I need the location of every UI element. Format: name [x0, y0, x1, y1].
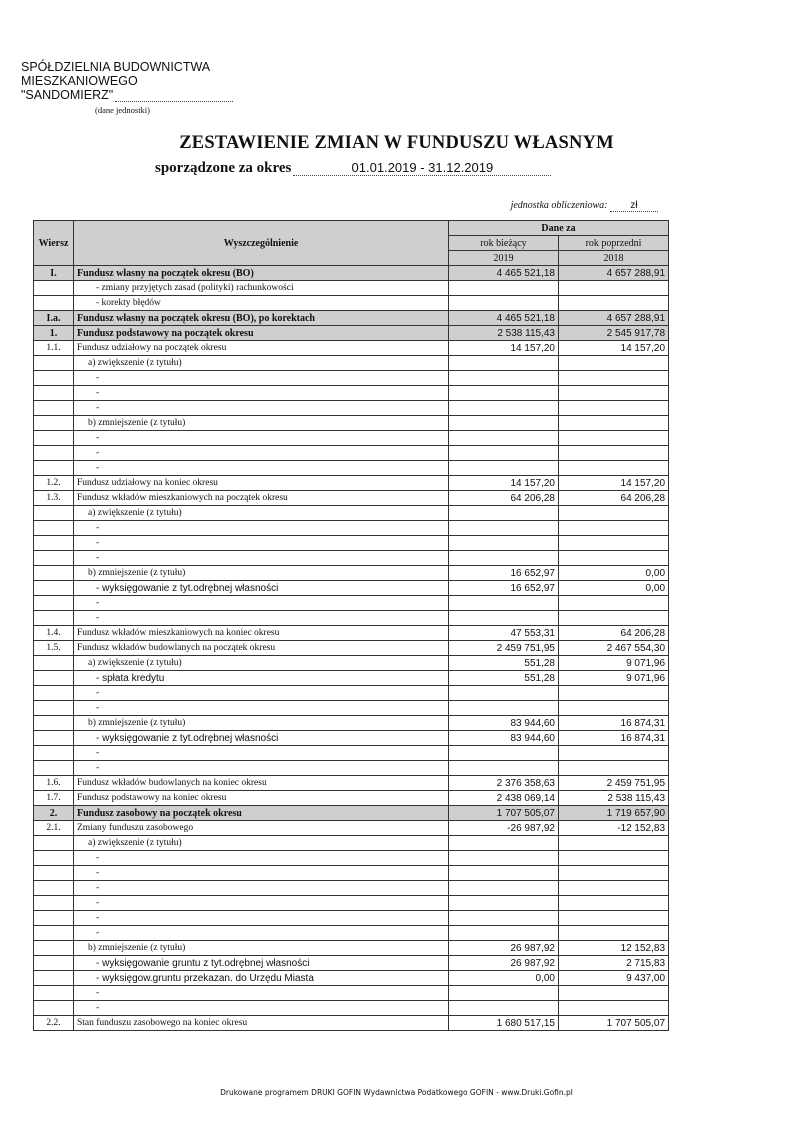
row-previous-value [559, 446, 669, 461]
row-previous-value [559, 416, 669, 431]
row-label: - [74, 761, 449, 776]
row-label: - wyksięgowanie z tyt.odrębnej własności [74, 731, 449, 746]
row-index [34, 371, 74, 386]
row-index [34, 536, 74, 551]
row-current-value: 2 459 751,95 [449, 641, 559, 656]
table-row [34, 851, 669, 866]
header-data-group: Dane za [449, 221, 669, 236]
row-current-value [449, 521, 559, 536]
table-row [34, 611, 669, 626]
row-current-value [449, 866, 559, 881]
row-previous-value [559, 386, 669, 401]
row-previous-value: -12 152,83 [559, 821, 669, 836]
organization-block [21, 60, 233, 102]
row-label: b) zmniejszenie (z tytułu) [74, 941, 449, 956]
row-index [34, 836, 74, 851]
row-label: Fundusz wkładów budowlanych na początek okresu [74, 641, 449, 656]
row-current-value: 551,28 [449, 656, 559, 671]
row-current-value: 551,28 [449, 671, 559, 686]
row-index: 2.2. [34, 1016, 74, 1031]
row-label: - [74, 911, 449, 926]
row-index [34, 851, 74, 866]
row-current-value: 64 206,28 [449, 491, 559, 506]
row-current-value: 2 438 069,14 [449, 791, 559, 806]
row-label: - [74, 926, 449, 941]
header-current-year-value: 2019 [449, 251, 559, 266]
table-row [34, 911, 669, 926]
table-row [34, 1016, 669, 1031]
row-current-value: 1 707 505,07 [449, 806, 559, 821]
row-previous-value [559, 431, 669, 446]
row-current-value [449, 416, 559, 431]
table-row [34, 791, 669, 806]
row-index [34, 656, 74, 671]
row-index [34, 1001, 74, 1016]
table-row [34, 386, 669, 401]
row-label: - zmiany przyjętych zasad (polityki) rachunkowości [74, 281, 449, 296]
table-row [34, 506, 669, 521]
row-current-value [449, 281, 559, 296]
row-label: b) zmniejszenie (z tytułu) [74, 416, 449, 431]
row-previous-value: 1 719 657,90 [559, 806, 669, 821]
row-index [34, 701, 74, 716]
row-label: b) zmniejszenie (z tytułu) [74, 566, 449, 581]
row-index: 1.2. [34, 476, 74, 491]
row-index [34, 716, 74, 731]
footer-note: Drukowane programem DRUKI GOFIN Wydawnictwa Podatkowego GOFIN - www.Druki.Gofin.pl [220, 1088, 573, 1097]
table-row [34, 551, 669, 566]
row-previous-value: 9 071,96 [559, 671, 669, 686]
row-label: - [74, 386, 449, 401]
row-current-value: 2 376 358,63 [449, 776, 559, 791]
row-previous-value: 2 467 554,30 [559, 641, 669, 656]
row-previous-value [559, 1001, 669, 1016]
row-label: Fundusz udziałowy na koniec okresu [74, 476, 449, 491]
row-previous-value: 14 157,20 [559, 476, 669, 491]
row-index: 1.3. [34, 491, 74, 506]
row-previous-value [559, 596, 669, 611]
row-current-value [449, 1001, 559, 1016]
row-previous-value: 4 657 288,91 [559, 266, 669, 281]
row-previous-value: 16 874,31 [559, 716, 669, 731]
row-current-value [449, 371, 559, 386]
table-row [34, 821, 669, 836]
row-previous-value [559, 536, 669, 551]
row-previous-value [559, 761, 669, 776]
row-index: I. [34, 266, 74, 281]
row-label: Zmiany funduszu zasobowego [74, 821, 449, 836]
row-current-value [449, 296, 559, 311]
row-previous-value [559, 281, 669, 296]
row-previous-value [559, 371, 669, 386]
org-caption: (dane jednostki) [95, 105, 150, 115]
row-current-value: 26 987,92 [449, 941, 559, 956]
row-previous-value [559, 911, 669, 926]
row-current-value [449, 536, 559, 551]
org-name-line3-row [21, 88, 233, 102]
row-previous-value: 14 157,20 [559, 341, 669, 356]
table-row [34, 536, 669, 551]
row-current-value [449, 746, 559, 761]
row-index [34, 461, 74, 476]
period-label: sporządzone za okres [155, 160, 292, 176]
row-current-value: 83 944,60 [449, 716, 559, 731]
row-current-value: 2 538 115,43 [449, 326, 559, 341]
row-previous-value: 2 538 115,43 [559, 791, 669, 806]
table-row [34, 941, 669, 956]
table-row [34, 926, 669, 941]
row-previous-value: 1 707 505,07 [559, 1016, 669, 1031]
row-previous-value [559, 356, 669, 371]
row-previous-value [559, 926, 669, 941]
row-label: - [74, 866, 449, 881]
row-previous-value: 2 715,83 [559, 956, 669, 971]
table-row [34, 401, 669, 416]
row-index [34, 506, 74, 521]
row-index [34, 581, 74, 596]
row-current-value [449, 596, 559, 611]
unit-label: jednostka obliczeniowa: [510, 200, 608, 211]
row-label: a) zwiększenie (z tytułu) [74, 506, 449, 521]
unit-value: zł [610, 200, 658, 212]
row-label: a) zwiększenie (z tytułu) [74, 656, 449, 671]
table-row [34, 356, 669, 371]
row-label: a) zwiększenie (z tytułu) [74, 836, 449, 851]
row-previous-value: 0,00 [559, 581, 669, 596]
row-previous-value: 2 545 917,78 [559, 326, 669, 341]
row-current-value [449, 986, 559, 1001]
row-index [34, 401, 74, 416]
row-current-value: 83 944,60 [449, 731, 559, 746]
row-previous-value: 9 437,00 [559, 971, 669, 986]
table-row [34, 686, 669, 701]
row-label: - [74, 371, 449, 386]
row-label: - [74, 686, 449, 701]
table-row [34, 371, 669, 386]
table-row [34, 326, 669, 341]
row-current-value [449, 611, 559, 626]
row-index: 1.5. [34, 641, 74, 656]
row-label: - [74, 431, 449, 446]
row-label: - [74, 701, 449, 716]
table-row [34, 761, 669, 776]
table-row [34, 566, 669, 581]
period-value: 01.01.2019 - 31.12.2019 [293, 160, 551, 176]
row-previous-value [559, 986, 669, 1001]
row-label: - wyksięgowanie z tyt.odrębnej własności [74, 581, 449, 596]
row-label: - [74, 746, 449, 761]
row-previous-value [559, 701, 669, 716]
row-index [34, 686, 74, 701]
row-index: 2. [34, 806, 74, 821]
row-current-value: -26 987,92 [449, 821, 559, 836]
row-previous-value [559, 866, 669, 881]
row-label: Fundusz udziałowy na początek okresu [74, 341, 449, 356]
row-label: Fundusz wkładów mieszkaniowych na koniec okresu [74, 626, 449, 641]
row-index [34, 551, 74, 566]
row-current-value: 0,00 [449, 971, 559, 986]
row-index: 1.4. [34, 626, 74, 641]
row-previous-value: 16 874,31 [559, 731, 669, 746]
row-index: I.a. [34, 311, 74, 326]
row-current-value: 14 157,20 [449, 476, 559, 491]
row-current-value [449, 761, 559, 776]
row-index [34, 596, 74, 611]
row-current-value [449, 446, 559, 461]
row-label: - [74, 521, 449, 536]
table-row [34, 956, 669, 971]
row-label: - [74, 446, 449, 461]
row-index [34, 671, 74, 686]
header-previous-year-value: 2018 [559, 251, 669, 266]
table-row [34, 431, 669, 446]
row-previous-value [559, 686, 669, 701]
row-label: - [74, 596, 449, 611]
table-row [34, 461, 669, 476]
table-row [34, 491, 669, 506]
table-row [34, 281, 669, 296]
row-label: - [74, 896, 449, 911]
row-label: Fundusz zasobowy na początek okresu [74, 806, 449, 821]
row-index [34, 416, 74, 431]
org-name-line1: SPÓŁDZIELNIA BUDOWNICTWA [21, 60, 211, 74]
row-previous-value [559, 851, 669, 866]
table-row [34, 446, 669, 461]
row-previous-value: 9 071,96 [559, 656, 669, 671]
row-label: - wyksięgowanie gruntu z tyt.odrębnej własności [74, 956, 449, 971]
row-index: 1. [34, 326, 74, 341]
document-title: ZESTAWIENIE ZMIAN W FUNDUSZU WŁASNYM [179, 133, 614, 153]
row-index [34, 356, 74, 371]
table-row [34, 341, 669, 356]
table-row [34, 656, 669, 671]
row-index: 1.7. [34, 791, 74, 806]
row-label: - [74, 536, 449, 551]
row-index [34, 386, 74, 401]
table-body [34, 266, 669, 1031]
table-row [34, 416, 669, 431]
row-previous-value: 4 657 288,91 [559, 311, 669, 326]
table-row [34, 626, 669, 641]
row-previous-value [559, 611, 669, 626]
row-label: Stan funduszu zasobowego na koniec okresu [74, 1016, 449, 1031]
table-row [34, 836, 669, 851]
table-row [34, 701, 669, 716]
row-previous-value [559, 461, 669, 476]
row-previous-value: 64 206,28 [559, 491, 669, 506]
table-row [34, 596, 669, 611]
row-current-value: 1 680 517,15 [449, 1016, 559, 1031]
row-current-value [449, 851, 559, 866]
row-index [34, 986, 74, 1001]
row-label: - spłata kredytu [74, 671, 449, 686]
row-index [34, 971, 74, 986]
row-label: Fundusz wkładów mieszkaniowych na początek okresu [74, 491, 449, 506]
table-row [34, 581, 669, 596]
row-current-value [449, 926, 559, 941]
row-previous-value [559, 551, 669, 566]
header-description: Wyszczególnienie [74, 221, 449, 266]
row-previous-value [559, 506, 669, 521]
row-current-value [449, 701, 559, 716]
table-row [34, 1001, 669, 1016]
table-row [34, 896, 669, 911]
row-index [34, 881, 74, 896]
table-row [34, 296, 669, 311]
table-row [34, 806, 669, 821]
row-current-value [449, 356, 559, 371]
row-index [34, 521, 74, 536]
row-index [34, 941, 74, 956]
header-wiersz: Wiersz [34, 221, 74, 266]
row-current-value: 14 157,20 [449, 341, 559, 356]
row-label: - [74, 611, 449, 626]
row-previous-value [559, 296, 669, 311]
row-label: Fundusz podstawowy na początek okresu [74, 326, 449, 341]
row-label: - [74, 881, 449, 896]
row-index [34, 956, 74, 971]
row-label: - [74, 461, 449, 476]
table-row [34, 866, 669, 881]
row-current-value [449, 401, 559, 416]
row-index: 1.1. [34, 341, 74, 356]
row-previous-value: 0,00 [559, 566, 669, 581]
row-current-value [449, 881, 559, 896]
row-previous-value [559, 521, 669, 536]
table-row [34, 881, 669, 896]
row-index [34, 446, 74, 461]
table-row [34, 731, 669, 746]
row-current-value: 26 987,92 [449, 956, 559, 971]
row-current-value [449, 551, 559, 566]
row-label: Fundusz podstawowy na koniec okresu [74, 791, 449, 806]
row-label: - [74, 551, 449, 566]
row-previous-value [559, 896, 669, 911]
row-label: Fundusz własny na początek okresu (BO), po korektach [74, 311, 449, 326]
row-current-value [449, 461, 559, 476]
row-label: b) zmniejszenie (z tytułu) [74, 716, 449, 731]
row-current-value: 4 465 521,18 [449, 266, 559, 281]
table-row [34, 986, 669, 1001]
row-previous-value: 64 206,28 [559, 626, 669, 641]
period-row [155, 160, 551, 177]
org-dotted-line [115, 101, 233, 102]
row-index [34, 281, 74, 296]
row-current-value [449, 836, 559, 851]
unit-row [511, 200, 658, 212]
row-current-value [449, 686, 559, 701]
row-label: a) zwiększenie (z tytułu) [74, 356, 449, 371]
row-previous-value: 2 459 751,95 [559, 776, 669, 791]
row-previous-value: 12 152,83 [559, 941, 669, 956]
row-previous-value [559, 746, 669, 761]
row-index [34, 566, 74, 581]
row-current-value: 16 652,97 [449, 566, 559, 581]
row-previous-value [559, 401, 669, 416]
row-index [34, 761, 74, 776]
table-row [34, 776, 669, 791]
table-row [34, 266, 669, 281]
table-row [34, 746, 669, 761]
row-label: - [74, 1001, 449, 1016]
table-row [34, 671, 669, 686]
table-row [34, 641, 669, 656]
org-name-line3: "SANDOMIERZ" [21, 88, 114, 102]
row-index: 1.6. [34, 776, 74, 791]
row-index [34, 746, 74, 761]
row-index [34, 926, 74, 941]
table-row [34, 476, 669, 491]
row-current-value [449, 896, 559, 911]
table-row [34, 311, 669, 326]
row-previous-value [559, 836, 669, 851]
row-index [34, 896, 74, 911]
header-current-year: rok bieżący [449, 236, 559, 251]
header-previous-year: rok poprzedni [559, 236, 669, 251]
row-label: - wyksięgow.gruntu przekazan. do Urzędu Miasta [74, 971, 449, 986]
row-current-value [449, 506, 559, 521]
row-index: 2.1. [34, 821, 74, 836]
row-current-value: 16 652,97 [449, 581, 559, 596]
row-label: - [74, 986, 449, 1001]
equity-changes-table [33, 220, 669, 1031]
row-current-value: 47 553,31 [449, 626, 559, 641]
row-current-value [449, 431, 559, 446]
row-current-value: 4 465 521,18 [449, 311, 559, 326]
row-index [34, 296, 74, 311]
row-label: - [74, 401, 449, 416]
row-label: Fundusz wkładów budowlanych na koniec okresu [74, 776, 449, 791]
row-label: Fundusz własny na początek okresu (BO) [74, 266, 449, 281]
row-index [34, 866, 74, 881]
row-index [34, 911, 74, 926]
org-name-line2: MIESZKANIOWEGO [21, 74, 138, 88]
row-label: - [74, 851, 449, 866]
table-row [34, 521, 669, 536]
row-index [34, 731, 74, 746]
row-current-value [449, 386, 559, 401]
table-row [34, 971, 669, 986]
row-label: - korekty błędów [74, 296, 449, 311]
row-index [34, 611, 74, 626]
row-current-value [449, 911, 559, 926]
row-index [34, 431, 74, 446]
table-row [34, 716, 669, 731]
row-previous-value [559, 881, 669, 896]
